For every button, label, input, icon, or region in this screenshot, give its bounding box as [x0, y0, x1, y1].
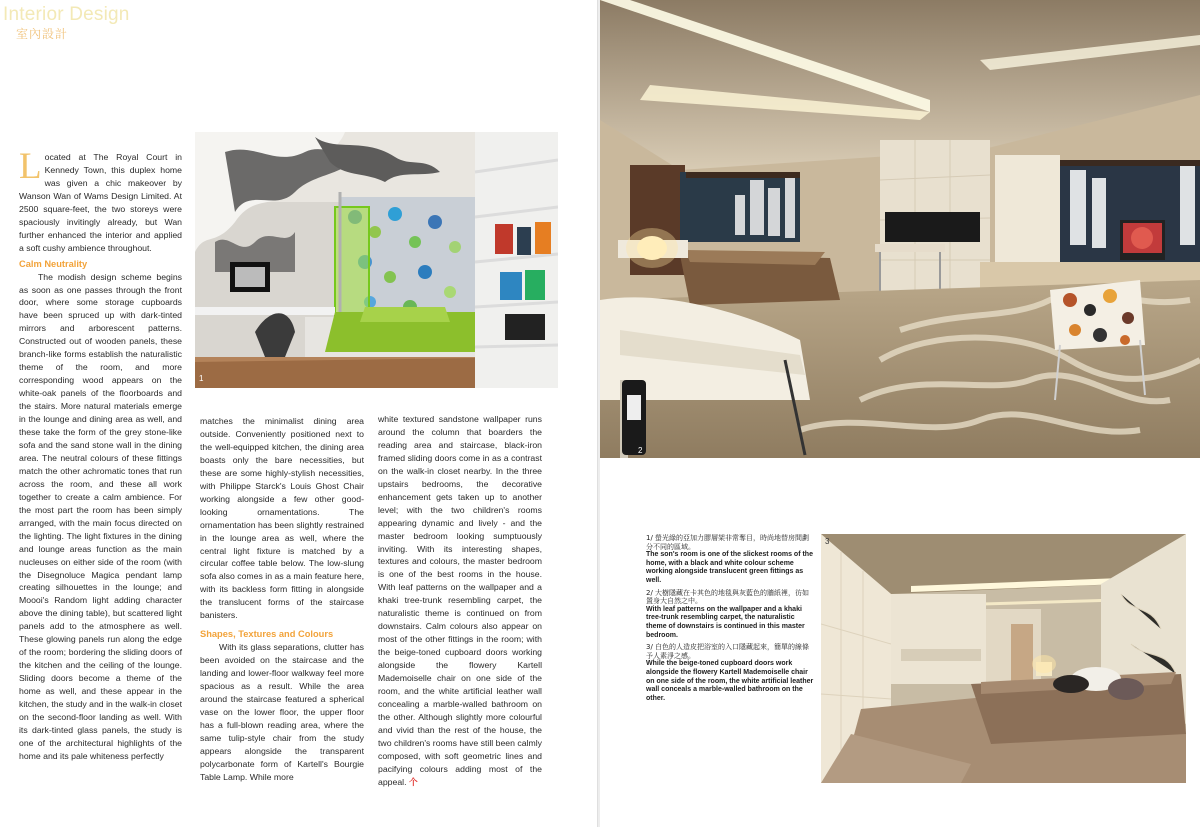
article-column-2 — [200, 415, 364, 784]
subheading-calm-neutrality: Calm Neutrality — [19, 258, 88, 269]
section-title: Interior Design — [3, 4, 130, 25]
caption-chinese: 3/ 白色的人造皮把浴室的入口隱藏起來，簡單的線條予人素淨之感。 — [646, 643, 810, 660]
left-page — [0, 0, 598, 827]
figure-number: 3 — [825, 537, 830, 546]
caption-chinese: 2/ 大樹隱藏在卡其色的地毯與灰藍色的牆紙裡，彷如置身大自然之中。 — [646, 588, 810, 606]
caption-english: While the beige-toned cupboard doors work alongside the flowery Kartell Mademoiselle chair on one side of the room, the white artificial leather wall conceals a marble-walled bathroom on the other. — [646, 660, 814, 702]
paragraph: white textured sandstone wallpaper runs around the column that boarders the reading area and staircase, black-iron framed sliding doors come in as a contrast on the walk-in closet nearby. In the three upstairs bedrooms, the decorative enhancement gets taken up to another level; with the two children's rooms appearing dynamic and lively - and the master bedroom looking sumptuously inviting. With its interesting shapes, textures and colours, the master bedroom is one of the best rooms in the house. With leaf patterns on the wallpaper and a khaki tree-trunk resembling carpet, the naturalistic theme is continued on from downstairs. Calm colours also appear on most of the other fittings in the room; with the beige-toned cupboard doors working alongside the flowery Kartell Mademoiselle chair on one side of the room, and the white artificial leather wall concealing a marble-walled bathroom on the other. Although slightly more colourful and vivid than the rest of the house, the two children's rooms have still been calmly composed, with soft geometric lines and pacifying colours adding most of the appeal. — [378, 414, 542, 787]
caption-1 — [646, 534, 814, 586]
drop-cap: L — [19, 146, 42, 187]
end-mark: 个 — [408, 776, 418, 787]
subheading-shapes-textures-colours: Shapes, Textures and Colours — [200, 629, 334, 640]
photo-sons-room — [195, 132, 558, 388]
article-column-1 — [19, 146, 182, 763]
photo-bedroom-cupboards — [821, 534, 1186, 783]
article-column-3 — [378, 413, 542, 789]
section-title-chinese: 室內設計 — [16, 27, 69, 41]
caption-2 — [646, 589, 814, 641]
paragraph: The modish design scheme begins as soon as one passes through the front door, where some storage cupboards have been spruced up with dark-tinted mirrors and arborescent patterns. Constructed out of wooden panels, these branch-like forms establish the naturalistic theme of the room, and more corresponding wood appears on the white-oak panels of the floorboards and the stairs. More natural materials emerge in the lounge and dining area as well, and these take the form of the grey stone-like sofa and the sand stone wall in the dining area. The neutral colours of these fittings match the other achromatic tones that run across the room, and these all work together to create a calm ambience. For the most part the room has been simply arranged, with the main focus directed on the lighting. The light fixtures in the dining and lounge areas function as the main nucleuses on either side of the room (with the Disegnoluce Magica pendant lamp creating silhouettes in the lounge; and Moooi's Random light adding character above the dining table), but scattered light panels add to the atmosphere as well. These glowing panels run along the edge of the room; bordering the sliding doors of the kitchen and the ceiling of the lounge. Sliding doors become a theme of the home as well, and these appear in the kitchen, the study and in the walk-in closet on the second-floor landing as well. With its dark-tinted glass panels, the study is one of the architectural highlights of the home and its pale whiteness perfectly — [19, 271, 182, 761]
photo-master-bedroom — [600, 0, 1200, 458]
figure-number: 1 — [199, 374, 204, 383]
caption-3 — [646, 643, 814, 703]
paragraph: With its glass separations, clutter has been avoided on the staircase and the landing and lower-floor walkway feel more spacious as a result. While the area around the staircase featured a spherical vase on the lower floor, the upper floor has a full-blown reading area, where the same tulip-style chair from the study appears alongside the transparent polycarbonate form of Kartell's Bourgie Table Lamp. While more — [200, 642, 364, 782]
caption-chinese: 1/ 螢光綠的亞加力膠層架非常奪目，時尚地替房間劃分不同的區域。 — [646, 534, 810, 551]
caption-english: The son's room is one of the slickest rooms of the home, with a black and white colour scheme working alongside translucent green fittings as well. — [646, 551, 813, 584]
figure-number: 2 — [638, 446, 643, 455]
photo-captions — [646, 534, 814, 706]
caption-english: With leaf patterns on the wallpaper and a khaki tree-trunk resembling carpet, the naturalistic theme of downstairs is continued in this master bedroom. — [646, 605, 805, 639]
paragraph: matches the minimalist dining area outside. Conveniently positioned next to the well-equipped kitchen, the dining area boasts only the bare necessities, but these are some highly-stylish necessities, with Philippe Starck's Louis Ghost Chair working alongside a few other good-looking ornamentations. The ornamentation has been slightly restrained in the lounge area as well, where the central light fixture is matched by a circular coffee table below. The low-slung sofa also comes in as a main feature here, with its backless form fitting in alongside the translucent forms of the staircase banisters. — [200, 416, 364, 621]
intro-paragraph: ocated at The Royal Court in Kennedy Town, this duplex home was given a chic makeover by Wanson Wan of Wams Design Limited. At 2500 square-feet, the two storeys were spaciously invitingly already, but Wan further enhanced the interior and applied a soft cushy ambience throughout. — [19, 152, 182, 253]
